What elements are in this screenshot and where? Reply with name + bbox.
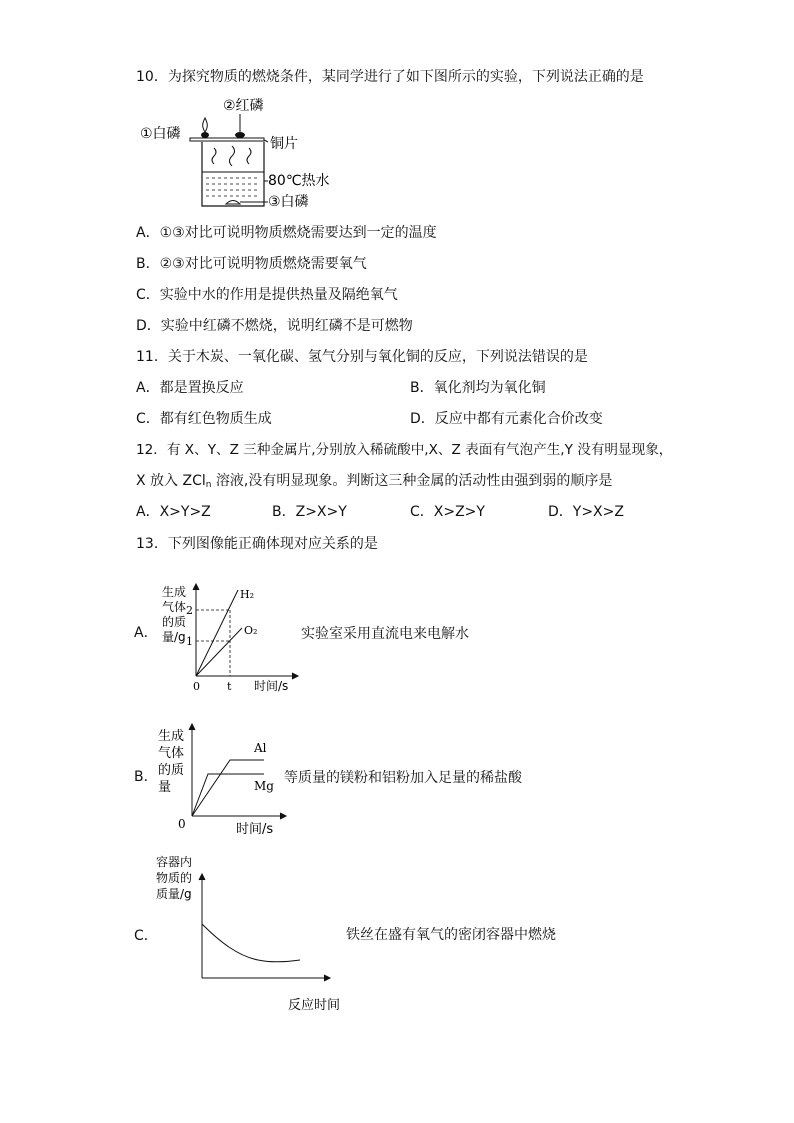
q11-option-d[interactable]: D．反应中都有元素化合价改变 bbox=[410, 411, 603, 427]
chart-c-ylabel-2: 物质的 bbox=[156, 871, 193, 885]
q13-chart-c bbox=[150, 852, 350, 1014]
white-phosphorus-3-label: ③白磷 bbox=[268, 194, 309, 210]
hot-water-label: 80℃热水 bbox=[268, 173, 330, 189]
chart-c-ylabel-1: 容器内 bbox=[156, 855, 193, 869]
chart-a-origin: 0 bbox=[193, 680, 200, 693]
q13-option-a-desc: 实验室采用直流电来电解水 bbox=[301, 626, 469, 642]
chart-c-curve bbox=[202, 924, 300, 962]
chart-b-ylabel-2: 气体 bbox=[158, 746, 185, 761]
q13-option-a-letter[interactable]: A． bbox=[134, 625, 158, 641]
chart-c-ylabel-3: 质量/g bbox=[156, 887, 192, 901]
chart-b-ylabel-4: 量 bbox=[158, 780, 172, 795]
q10-option-b[interactable]: B．②③对比可说明物质燃烧需要氧气 bbox=[136, 256, 367, 272]
chart-b-origin: 0 bbox=[178, 817, 186, 831]
white-phosphorus-1-label: ①白磷 bbox=[140, 126, 181, 142]
chart-a-ytick-1: 1 bbox=[186, 635, 193, 648]
chart-a-ylabel-4: 量/g bbox=[162, 630, 186, 644]
chart-b-xlabel: 时间/s bbox=[236, 822, 274, 837]
white-phosphorus-3-icon bbox=[226, 201, 240, 205]
q11-stem: 11．关于木炭、一氧化碳、氢气分别与氧化铜的反应，下列说法错误的是 bbox=[136, 349, 588, 365]
chart-a-ytick-2: 2 bbox=[186, 604, 193, 617]
q11-option-c[interactable]: C．都有红色物质生成 bbox=[136, 411, 272, 427]
chart-a-ylabel-3: 的质 bbox=[162, 615, 187, 629]
chart-a-ylabel-2: 气体 bbox=[162, 600, 187, 614]
q13-option-b-letter[interactable]: B． bbox=[134, 769, 158, 785]
chart-b-series-mg: Mg bbox=[254, 779, 274, 793]
q11-option-a[interactable]: A．都是置换反应 bbox=[136, 380, 244, 396]
q13-option-c-desc: 铁丝在盛有氧气的密闭容器中燃烧 bbox=[346, 927, 556, 943]
q10-option-c[interactable]: C．实验中水的作用是提供热量及隔绝氧气 bbox=[136, 287, 398, 303]
copper-plate-icon bbox=[190, 138, 264, 141]
q12-option-c[interactable]: C．X>Z>Y bbox=[410, 504, 485, 520]
red-phosphorus-icon bbox=[235, 132, 245, 138]
q13-option-b-desc: 等质量的镁粉和铝粉加入足量的稀盐酸 bbox=[284, 770, 522, 786]
q13-chart-b bbox=[150, 720, 290, 838]
q13-stem: 13．下列图像能正确体现对应关系的是 bbox=[136, 536, 378, 552]
chart-a-xlabel: 时间/s bbox=[254, 679, 289, 693]
flame-icon bbox=[203, 118, 208, 132]
chart-a-h2-line bbox=[196, 590, 238, 676]
chart-a-xtick-t: t bbox=[227, 680, 232, 693]
q13-option-c-letter[interactable]: C． bbox=[134, 928, 158, 944]
chart-b-series-al: Al bbox=[254, 741, 267, 755]
q12-option-a[interactable]: A．X>Y>Z bbox=[136, 504, 211, 520]
q11-option-b[interactable]: B．氧化剂均为氧化铜 bbox=[410, 380, 546, 396]
copper-plate-label: 铜片 bbox=[270, 136, 298, 152]
chart-a-ylabel-1: 生成 bbox=[162, 585, 187, 599]
chart-a-o2-line bbox=[196, 628, 242, 676]
chart-a-series-o2: O₂ bbox=[244, 624, 258, 637]
chart-b-ylabel-3: 的质 bbox=[158, 763, 185, 778]
chart-a-series-h2: H₂ bbox=[240, 588, 255, 601]
chart-b-ylabel-1: 生成 bbox=[158, 729, 185, 744]
q12-stem-line1: 12．有 X、Y、Z 三种金属片,分别放入稀硫酸中,X、Z 表面有气泡产生,Y 没有明显现象， bbox=[136, 442, 673, 458]
q10-option-d[interactable]: D．实验中红磷不燃烧，说明红磷不是可燃物 bbox=[136, 318, 413, 334]
q10-apparatus-figure bbox=[130, 92, 350, 214]
chart-c-xlabel: 反应时间 bbox=[288, 998, 341, 1013]
q12-option-d[interactable]: D．Y>X>Z bbox=[548, 504, 624, 520]
q12-option-b[interactable]: B．Z>X>Y bbox=[272, 504, 347, 520]
q10-stem: 10．为探究物质的燃烧条件，某同学进行了如下图所示的实验，下列说法正确的是 bbox=[136, 69, 644, 85]
q12-stem-line2: X 放入 ZCl$_n$ 溶液,没有明显现象。判断这三种金属的活动性由强到弱的顺序是 bbox=[136, 473, 613, 490]
red-phosphorus-label: ②红磷 bbox=[223, 98, 264, 114]
q10-option-a[interactable]: A．①③对比可说明物质燃烧需要达到一定的温度 bbox=[136, 225, 437, 241]
q13-chart-a bbox=[150, 578, 310, 698]
